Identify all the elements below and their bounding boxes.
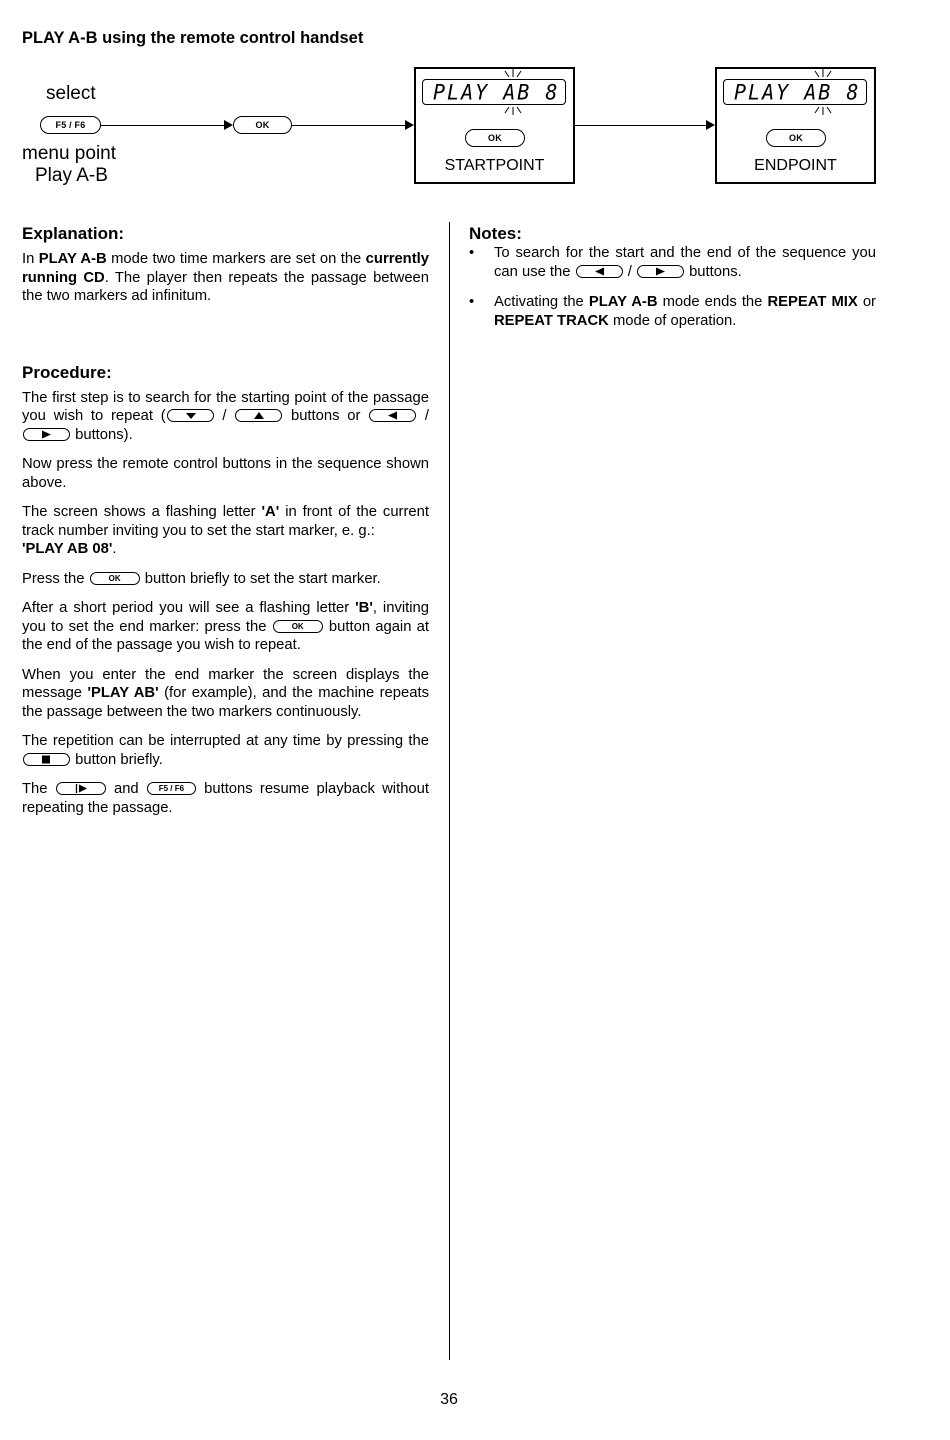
connector-line (575, 125, 707, 126)
list-item: • Activating the PLAY A-B mode ends the REPEAT MIX or REPEAT TRACK mode of operation. (469, 294, 876, 329)
ok-button (233, 116, 292, 134)
left-button-icon (576, 265, 623, 278)
ok-button-label: OK (789, 133, 803, 143)
procedure-paragraph: Now press the remote control buttons in the sequence shown above. (22, 456, 429, 491)
list-item: • To search for the start and the end of the sequence you can use the / buttons. (469, 245, 876, 280)
play-pause-button-icon (56, 782, 106, 795)
ok-button-icon: OK (90, 572, 140, 585)
notes-list (469, 244, 876, 330)
f5-f6-button-label: F5 / F6 (55, 120, 86, 130)
startpoint-box (414, 67, 575, 184)
ok-button-icon: OK (273, 620, 323, 633)
bullet-icon: • (469, 294, 475, 310)
endpoint-box (715, 67, 876, 184)
ok-button-label: OK (488, 133, 502, 143)
procedure-paragraph: When you enter the end marker the screen displays the message 'PLAY AB' (for example), and the machine repeats the passage between the two markers continuously. (22, 666, 429, 720)
lcd-text: PLAY AB 8 (433, 79, 560, 105)
procedure-paragraph: The screen shows a flashing letter 'A' in front of the current track number inviting you to set the start marker, e. g.: 'PLAY AB 08'. (22, 504, 429, 557)
explanation-heading: Explanation: (22, 224, 125, 243)
startpoint-label: STARTPOINT (444, 157, 545, 174)
explanation-text: In PLAY A-B mode two time markers are set on the currently running CD. The player then repeats the passage between the two markers ad infinitum. (22, 251, 430, 304)
right-button-icon (23, 428, 70, 441)
procedure-paragraph: The repetition can be interrupted at any time by pressing the button briefly. (22, 733, 429, 768)
lcd-text: PLAY AB 8 (734, 79, 861, 105)
endpoint-label: ENDPOINT (754, 157, 837, 174)
down-button-icon (167, 409, 214, 422)
procedure-paragraph: The first step is to search for the starting point of the passage you wish to repeat ( / buttons or / buttons). (22, 389, 429, 443)
lcd-display (723, 79, 867, 105)
f5-f6-button-icon: F5 / F6 (147, 782, 196, 795)
select-label: select (46, 83, 96, 104)
left-button-icon (369, 409, 416, 422)
ok-button-label: OK (255, 120, 270, 130)
f5-f6-button (40, 116, 101, 134)
column-divider (449, 222, 450, 1360)
arrow-right-icon (405, 120, 414, 130)
page-number: 36 (440, 1391, 458, 1408)
right-button-icon (637, 265, 684, 278)
stop-button-icon (23, 753, 70, 766)
bullet-icon: • (469, 245, 475, 261)
menu-point-label: menu point (22, 143, 117, 164)
left-column (22, 224, 429, 817)
ok-button (766, 129, 826, 147)
procedure-paragraph: The and F5 / F6 buttons resume playback without repeating the passage. (22, 781, 429, 816)
ok-button (465, 129, 525, 147)
procedure-heading: Procedure: (22, 362, 112, 382)
up-button-icon (235, 409, 282, 422)
page-title: PLAY A-B using the remote control handset (22, 29, 364, 47)
notes-heading: Notes: (469, 224, 522, 243)
procedure-paragraph: Press the OK button briefly to set the start marker. (22, 570, 381, 587)
notes-column (469, 224, 876, 330)
lcd-display (422, 79, 566, 105)
connector-line (101, 125, 225, 126)
connector-line (292, 125, 406, 126)
menu-point-name: Play A-B (35, 165, 108, 186)
arrow-right-icon (224, 120, 233, 130)
arrow-right-icon (706, 120, 715, 130)
procedure-paragraph: After a short period you will see a flashing letter 'B', inviting you to set the end marker: press the OK button again at the end of the passage you wish to repeat. (22, 600, 429, 653)
